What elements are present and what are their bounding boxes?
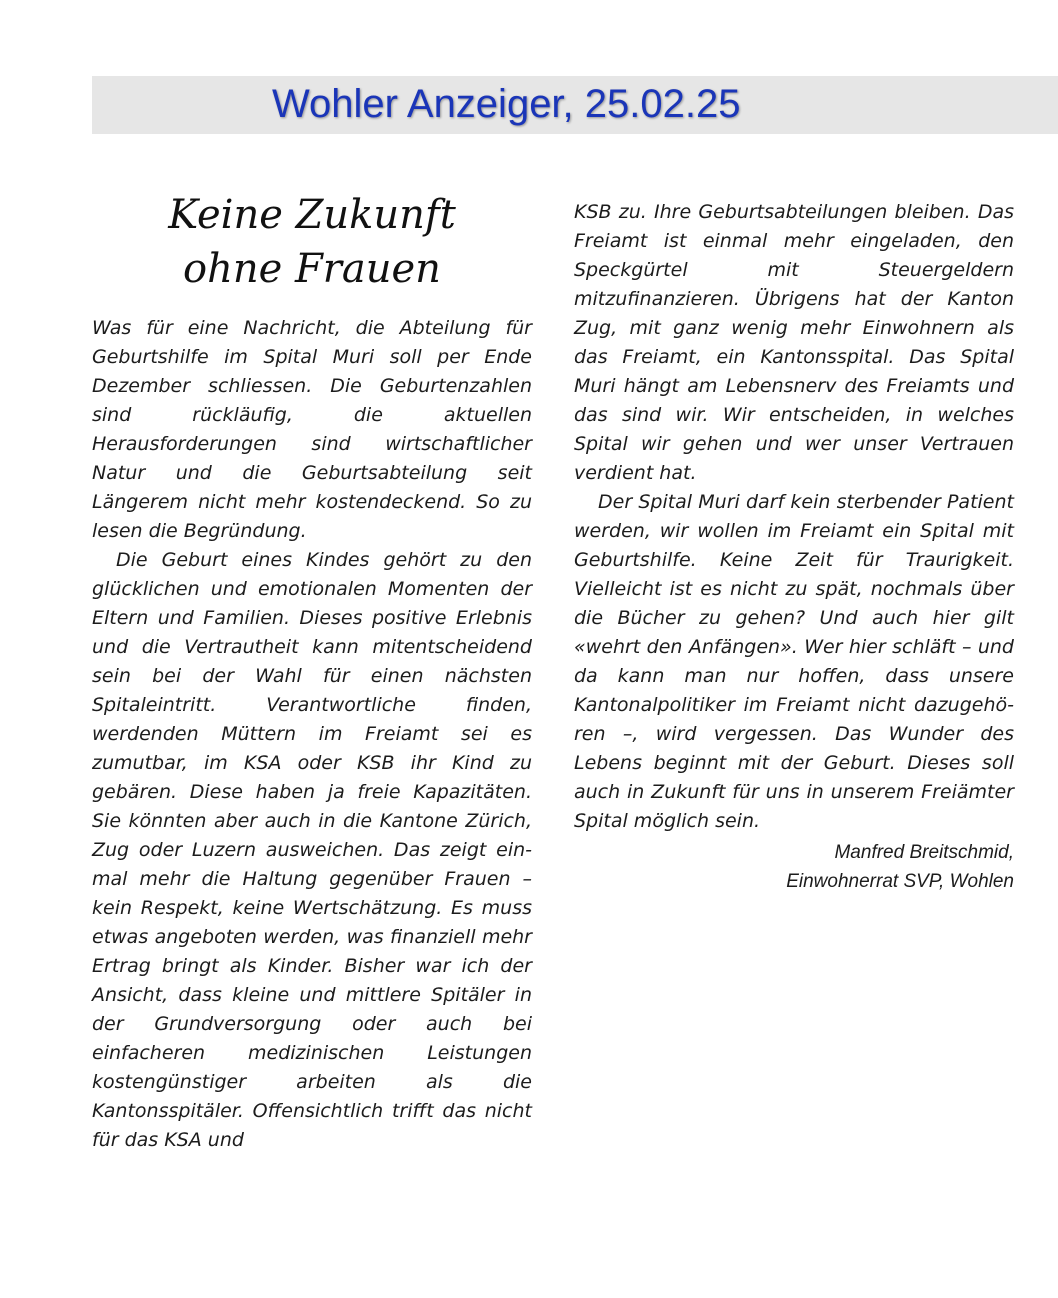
paragraph-3: KSB zu. Ihre Geburtsabteilungen bleiben. Das Freiamt ist einmal mehr eingeladen, den Speckgürtel mit Steuergeldern mitzufinanzieren. Übrigens hat der Kanton Zug, mit ganz wenig mehr Einwohnern als das Freiamt, ein Kantonsspital. Das Spital Muri hängt am Lebensnerv des Freiamts und das sind wir. Wir entscheiden, in welches Spital wir gehen und wer unser Vertrauen verdient hat.	[574, 201, 1014, 484]
masthead-banner	[92, 76, 1058, 134]
publication-title: Wohler Anzeiger, 25.02.25	[272, 82, 741, 126]
paragraph-2: Die Geburt eines Kindes gehört zu den glücklichen und emotionalen Momenten der Eltern und Familien. Dieses positive Erlebnis und die Vertrautheit kann mitentscheidend sein bei der Wahl für einen nächsten Spitaleintritt. Verantwortliche finden, werdenden Müttern im Freiamt sei es zumutbar, im KSA oder KSB ihr Kind zu gebären. Diese haben ja freie Kapazitäten. Sie könnten aber auch in die Kantone Zürich, Zug oder Luzern ausweichen. Das zeigt einmal mehr die Haltung gegenüber Frauen – kein Respekt, keine Wertschätzung. Es muss etwas angeboten werden, was finanziell mehr Ertrag bringt als Kinder. Bisher war ich der Ansicht, dass kleine und mittlere Spitäler in der Grundversorgung oder auch bei einfacheren medizinischen Leistungen kostengünstiger arbeiten als die Kantonsspitäler. Offensichtlich trifft das nicht für das KSA und	[92, 549, 532, 1151]
headline-line-1: Keine Zukunft	[168, 192, 456, 238]
headline-line-2: ohne Frauen	[183, 246, 441, 292]
author-role: Einwohnerrat SVP, Wohlen	[786, 871, 1014, 892]
article-column-left	[92, 314, 532, 1155]
paragraph-1: Was für eine Nachricht, die Abteilung für Geburtshilfe im Spital Muri soll per Ende Dezember schliessen. Die Geburtenzahlen sind rückläufig, die aktuellen Herausforderungen sind wirtschaftlicher Natur und die Geburtsabteilung seit Längerem nicht mehr kostendeckend. So zu lesen die Begründung.	[92, 317, 532, 542]
author-name: Manfred Breitschmid,	[834, 842, 1014, 863]
author-signature	[574, 838, 1014, 896]
article-headline	[92, 188, 532, 296]
paragraph-4: Der Spital Muri darf kein sterbender Patient werden, wir wollen im Freiamt ein Spital mit Geburtshilfe. Keine Zeit für Traurigkeit. Vielleicht ist es nicht zu spät, nochmals über die Bücher zu gehen? Und auch hier gilt «wehrt den Anfängen». Wer hier schläft – und da kann man nur hoffen, dass unsere Kantonalpolitiker im Freiamt nicht dazugehören –, wird vergessen. Das Wunder des Lebens beginnt mit der Geburt. Dieses soll auch in Zukunft für uns in unserem Freiämter Spital möglich sein.	[574, 491, 1014, 832]
article-column-right	[574, 198, 1014, 896]
